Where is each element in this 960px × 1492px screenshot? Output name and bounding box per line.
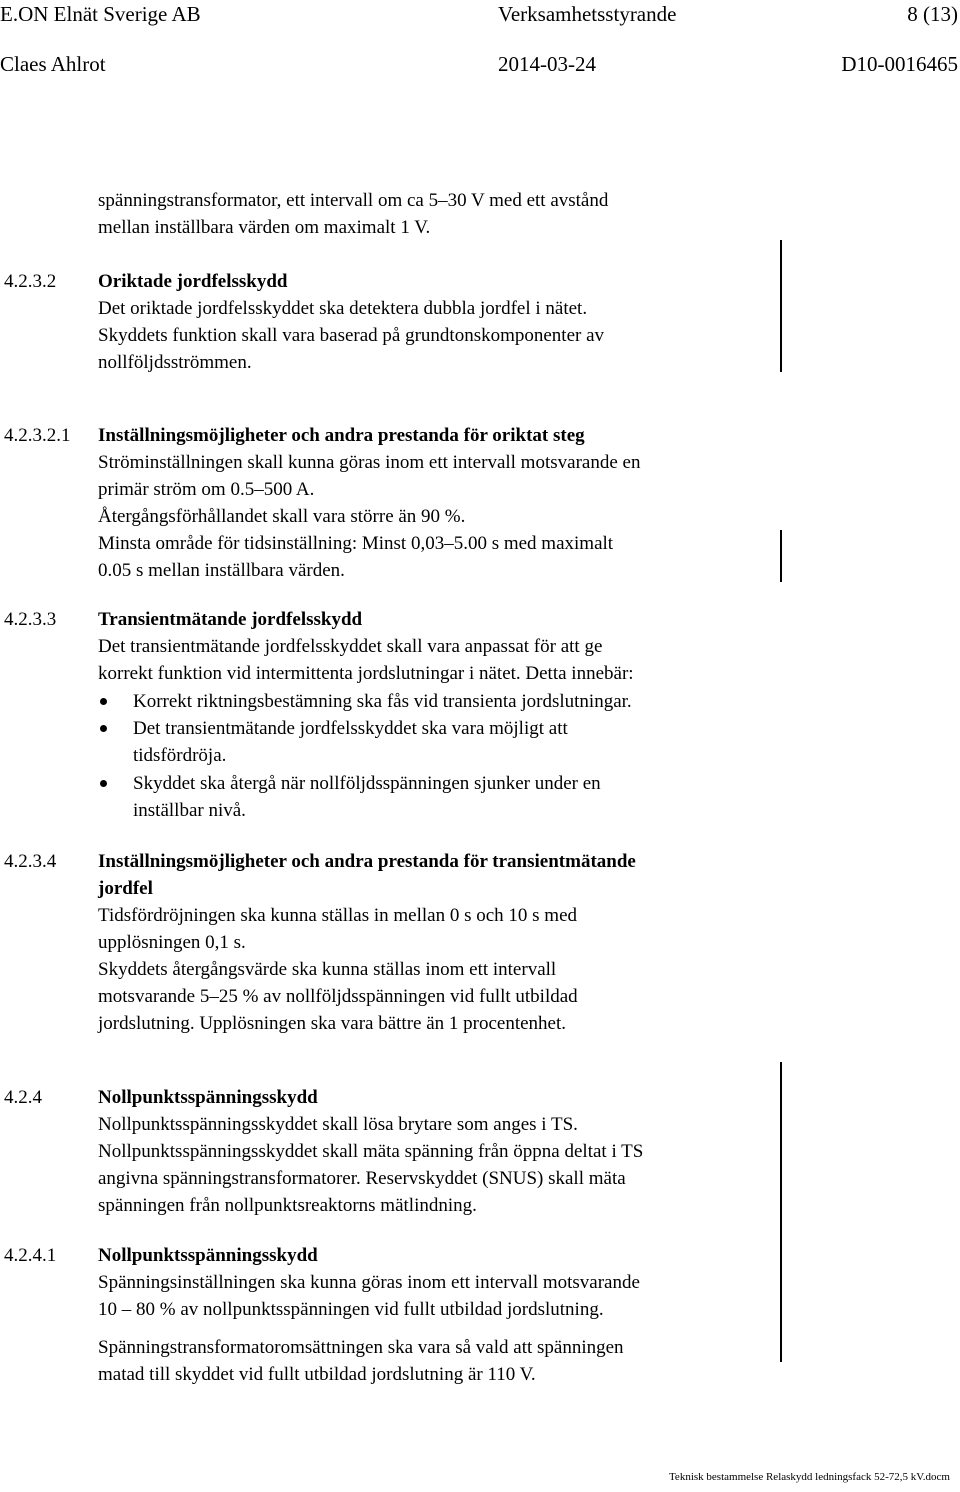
section-number: 4.2.3.3 xyxy=(4,609,57,630)
section-text-line: korrekt funktion vid intermittenta jordslutningar i nätet. Detta innebär: xyxy=(98,663,634,684)
section-text-line: primär ström om 0.5–500 A. xyxy=(98,479,315,500)
footer-filename: Teknisk bestammelse Relaskydd ledningsfack 52-72,5 kV.docm xyxy=(668,1471,950,1483)
section-text-line: Tidsfördröjningen ska kunna ställas in mellan 0 s och 10 s med xyxy=(98,905,577,926)
section-text-line: Ströminställningen skall kunna göras inom ett intervall motsvarande en xyxy=(98,452,641,473)
section-heading: Nollpunktsspänningsskydd xyxy=(98,1087,318,1108)
list-item-line: Korrekt riktningsbestämning ska fås vid transienta jordslutningar. xyxy=(133,691,632,712)
list-item-line: Skyddet ska återgå när nollföljdsspänningen sjunker under en xyxy=(133,773,601,794)
section-text-line: nollföljdsströmmen. xyxy=(98,352,252,373)
section-heading: jordfel xyxy=(98,878,153,899)
header-page-number: 8 (13) xyxy=(907,2,958,26)
revision-bar xyxy=(780,240,782,372)
intro-line: spänningstransformator, ett intervall om ca 5–30 V med ett avstånd xyxy=(98,190,609,211)
intro-line: mellan inställbara värden om maximalt 1 V. xyxy=(98,217,431,238)
section-number: 4.2.3.2 xyxy=(4,271,57,292)
header-company: E.ON Elnät Sverige AB xyxy=(0,2,201,26)
list-item-line: Det transientmätande jordfelsskyddet ska vara möjligt att xyxy=(133,718,568,739)
bullet-icon xyxy=(100,780,107,787)
section-text-line: Nollpunktsspänningsskyddet skall lösa brytare som anges i TS. xyxy=(98,1114,578,1135)
section-text-line: Spänningsinställningen ska kunna göras inom ett intervall motsvarande xyxy=(98,1272,640,1293)
section-text-line: 0.05 s mellan inställbara värden. xyxy=(98,560,345,581)
header-author: Claes Ahlrot xyxy=(0,52,106,76)
list-item xyxy=(133,770,601,824)
bullet-icon xyxy=(100,725,107,732)
header-doc-id: D10-0016465 xyxy=(841,52,958,76)
list-item xyxy=(133,715,568,769)
section-number: 4.2.4.1 xyxy=(4,1245,57,1266)
section-424 xyxy=(98,1084,643,1219)
bullet-icon xyxy=(100,698,107,705)
section-text-line: Nollpunktsspänningsskyddet skall mäta spänning från öppna deltat i TS xyxy=(98,1141,644,1162)
list-item xyxy=(133,688,632,715)
section-text-line: jordslutning. Upplösningen ska vara bättre än 1 procentenhet. xyxy=(98,1013,567,1034)
section-text-line: Skyddets funktion skall vara baserad på grundtonskomponenter av xyxy=(98,325,605,346)
section-text-line: matad till skyddet vid fullt utbildad jordslutning är 110 V. xyxy=(98,1364,536,1385)
section-number: 4.2.4 xyxy=(4,1087,42,1108)
section-text-line: Det transientmätande jordfelsskyddet skall vara anpassat för att ge xyxy=(98,636,603,657)
section-42321 xyxy=(98,422,640,584)
section-4241 xyxy=(98,1242,640,1323)
list-item-line: inställbar nivå. xyxy=(133,800,246,821)
section-4234 xyxy=(98,848,636,1037)
section-heading: Inställningsmöjligheter och andra prestanda för transientmätande xyxy=(98,851,636,872)
section-text-line: upplösningen 0,1 s. xyxy=(98,932,246,953)
section-4233 xyxy=(98,606,634,687)
header-department: Verksamhetsstyrande xyxy=(498,2,677,26)
list-item-line: tidsfördröja. xyxy=(133,745,227,766)
revision-bar xyxy=(780,530,782,582)
revision-bar xyxy=(780,1062,782,1362)
section-text-line: Det oriktade jordfelsskyddet ska detektera dubbla jordfel i nätet. xyxy=(98,298,588,319)
section-text-line: angivna spänningstransformatorer. Reservskyddet (SNUS) skall mäta xyxy=(98,1168,626,1189)
section-text-line: Spänningstransformatoromsättningen ska vara så vald att spänningen xyxy=(98,1337,624,1358)
section-4241-paragraph xyxy=(98,1334,624,1388)
section-heading: Inställningsmöjligheter och andra prestanda för oriktat steg xyxy=(98,425,585,446)
section-text-line: Minsta område för tidsinställning: Minst 0,03–5.00 s med maximalt xyxy=(98,533,614,554)
section-heading: Oriktade jordfelsskydd xyxy=(98,271,288,292)
header-date: 2014-03-24 xyxy=(498,52,596,76)
intro-paragraph xyxy=(98,187,608,241)
section-heading: Nollpunktsspänningsskydd xyxy=(98,1245,318,1266)
section-number: 4.2.3.2.1 xyxy=(4,425,71,446)
section-text-line: motsvarande 5–25 % av nollföljdsspänningen vid fullt utbildad xyxy=(98,986,578,1007)
section-number: 4.2.3.4 xyxy=(4,851,57,872)
section-text-line: spänningen från nollpunktsreaktorns mätlindning. xyxy=(98,1195,477,1216)
section-heading: Transientmätande jordfelsskydd xyxy=(98,609,363,630)
section-4232 xyxy=(98,268,604,376)
section-text-line: Skyddets återgångsvärde ska kunna ställas inom ett intervall xyxy=(98,959,557,980)
section-text-line: Återgångsförhållandet skall vara större än 90 %. xyxy=(98,506,466,527)
section-text-line: 10 – 80 % av nollpunktsspänningen vid fullt utbildad jordslutning. xyxy=(98,1299,604,1320)
